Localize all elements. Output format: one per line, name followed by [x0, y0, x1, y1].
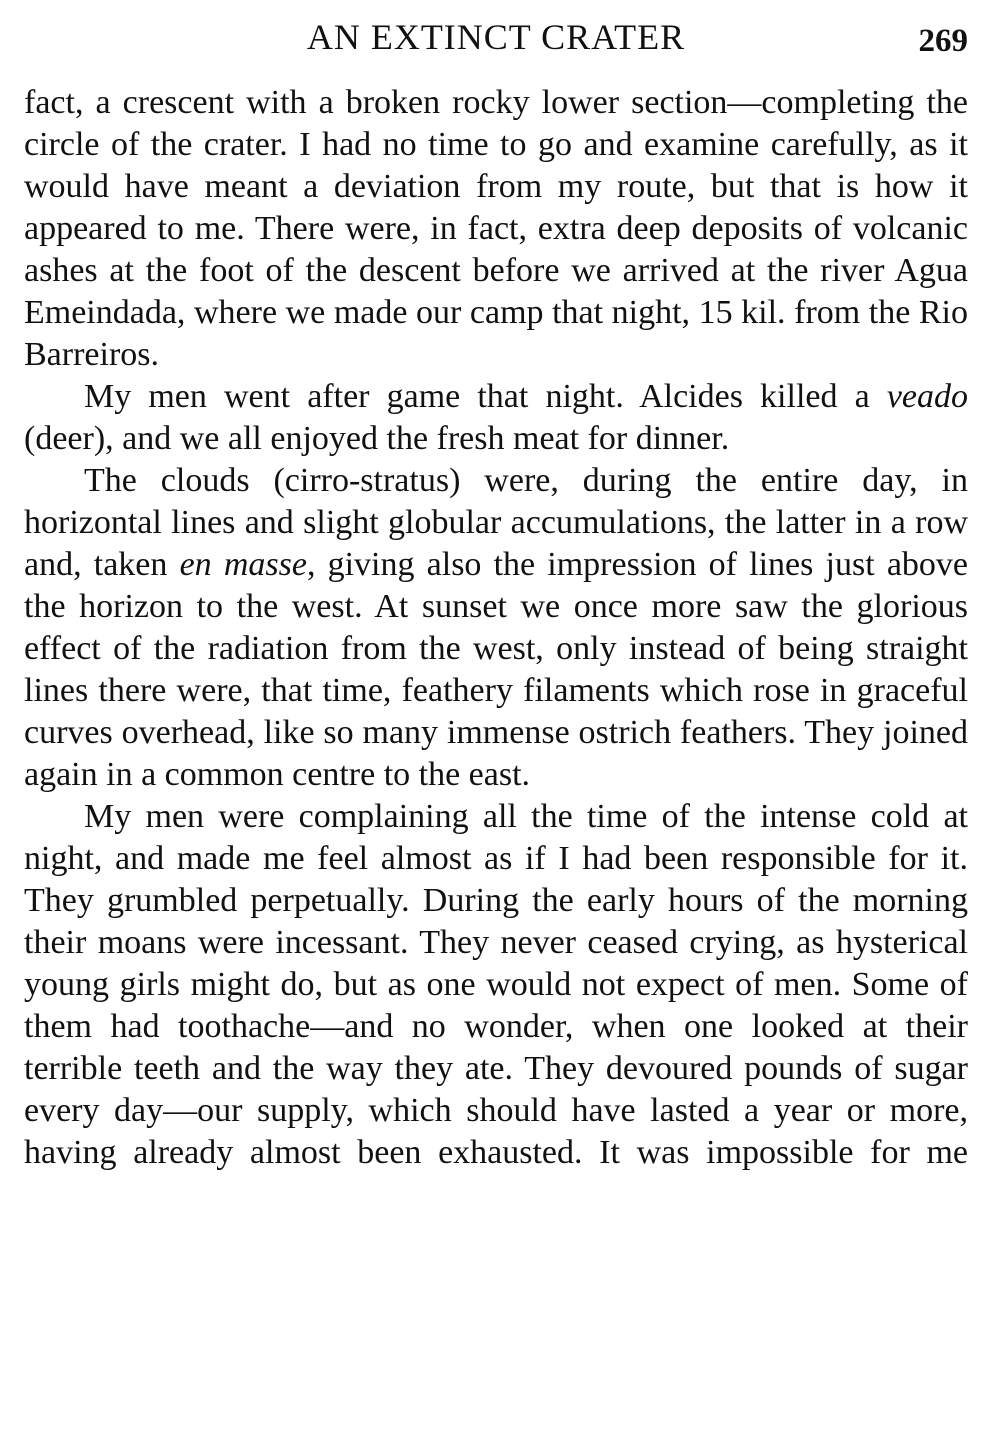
- paragraph-1-text: fact, a crescent with a broken rocky lower section—completing the circle of the crater. I had no time to go and examine carefully, as it would have meant a deviation from my route, but that is how it appeared to me. There were, in fact, extra deep deposits of volcanic ashes at the foot of the descent before we arrived at the river Agua Emeindada, where we made our camp that night, 15 kil. from the Rio Barreiros.: [24, 84, 968, 373]
- paragraph-4-text: My men were complaining all the time of the intense cold at night, and made me feel almost as if I had been responsible for it. They grumbled perpetually. During the early hours of the morning their moans were incessant. They never ceased crying, as hysterical young girls might do, but as one would not expect of men. Some of them had toothache—and no wonder, when one looked at their terrible teeth and the way they ate. They devoured pounds of sugar every day—our supply, which should have lasted a year or more, having already almost been exhausted. It was impossible for me: [24, 798, 968, 1171]
- book-page: [24, 14, 968, 1174]
- paragraph-3-text-b: , giving also the impression of lines just above the horizon to the west. At sunset we once more saw the glorious effect of the radiation from the west, only instead of being straight lines there were, that time, feathery filaments which rose in graceful curves overhead, like so many immense ostrich feathers. They joined again in a common centre to the east.: [24, 546, 969, 793]
- page-header: [24, 14, 968, 60]
- paragraph-3: [24, 460, 968, 796]
- running-title: AN EXTINCT CRATER: [306, 17, 686, 57]
- paragraph-2-text-a: My men went after game that night. Alcides killed a: [84, 378, 887, 415]
- paragraph-4: [24, 796, 968, 1174]
- paragraph-2-italic-veado: veado: [886, 378, 968, 415]
- page-number: 269: [918, 23, 968, 59]
- paragraph-3-text-a: The clouds (cirro-stratus) were, during the entire day, in horizontal lines and slight globular accumulations, the latter in a row and, taken: [24, 462, 968, 583]
- paragraph-2: [24, 376, 968, 460]
- body-text: [24, 82, 968, 1174]
- paragraph-2-text-b: (deer), and we all enjoyed the fresh meat for dinner.: [24, 420, 730, 457]
- paragraph-1: [24, 82, 968, 376]
- paragraph-3-italic-en-masse: en masse: [179, 546, 307, 583]
